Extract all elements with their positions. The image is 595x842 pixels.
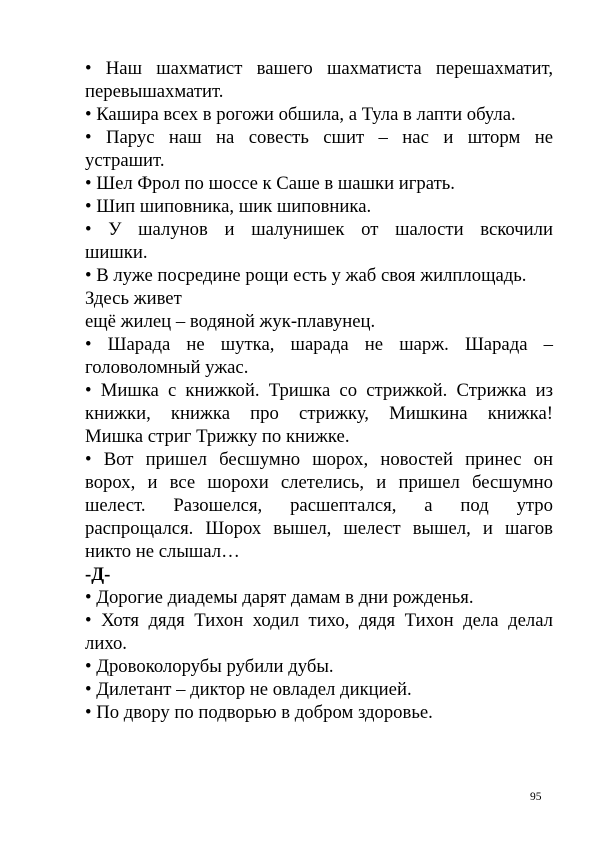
text-line-10: • В луже посредине рощи есть у жаб своя жилплощадь. (85, 265, 527, 286)
text-line-7: • Шип шиповника, шик шиповника. (85, 196, 372, 217)
text-line-3: • Кашира всех в рогожи обшила, а Тула в лапти обула. (85, 104, 516, 125)
text-line-28: • Дилетант – диктор не овладел дикцией. (85, 679, 412, 700)
text-line-18: • Вот пришел бесшумно шорох, новостей принес он (85, 449, 553, 470)
text-line-21: распрощался. Шорох вышел, шелест вышел, и шагов (85, 518, 553, 539)
text-line-20: шелест. Разошелся, расшептался, а под утро (85, 495, 553, 516)
text-line-16: книжки, книжка про стрижку, Мишкина книжка! (85, 403, 553, 424)
text-line-22: никто не слышал… (85, 541, 240, 562)
page-body (85, 57, 553, 724)
text-line-5: устрашит. (85, 150, 165, 171)
text-line-15: • Мишка с книжкой. Тришка со стрижкой. Стрижка из (85, 380, 553, 401)
text-line-19: ворох, и все шорохи слетелись, и пришел бесшумно (85, 472, 553, 493)
text-line-29: • По двору по подворью в добром здоровье. (85, 702, 433, 723)
text-line-6: • Шел Фрол по шоссе к Саше в шашки играть. (85, 173, 455, 194)
text-line-2: перевышахматит. (85, 81, 224, 102)
text-line-14: головоломный ужас. (85, 357, 249, 378)
text-line-11: Здесь живет (85, 288, 182, 309)
text-line-8: • У шалунов и шалунишек от шалости вскочили (85, 219, 553, 240)
text-line-27: • Дровоколорубы рубили дубы. (85, 656, 334, 677)
text-line-12: ещё жилец – водяной жук-плавунец. (85, 311, 376, 332)
text-line-13: • Шарада не шутка, шарада не шарж. Шарада – (85, 334, 553, 355)
text-line-24: • Дорогие диадемы дарят дамам в дни рожденья. (85, 587, 474, 608)
text-line-25: • Хотя дядя Тихон ходил тихо, дядя Тихон дела делал (85, 610, 553, 631)
page-number: 95 (530, 791, 542, 803)
text-line-9: шишки. (85, 242, 148, 263)
text-line-17: Мишка стриг Трижку по книжке. (85, 426, 350, 447)
text-line-26: лихо. (85, 633, 127, 654)
text-line-4: • Парус наш на совесть сшит – нас и шторм не (85, 127, 553, 148)
text-line-1: • Наш шахматист вашего шахматиста перешахматит, (85, 58, 553, 79)
section-heading: -Д- (85, 564, 111, 585)
